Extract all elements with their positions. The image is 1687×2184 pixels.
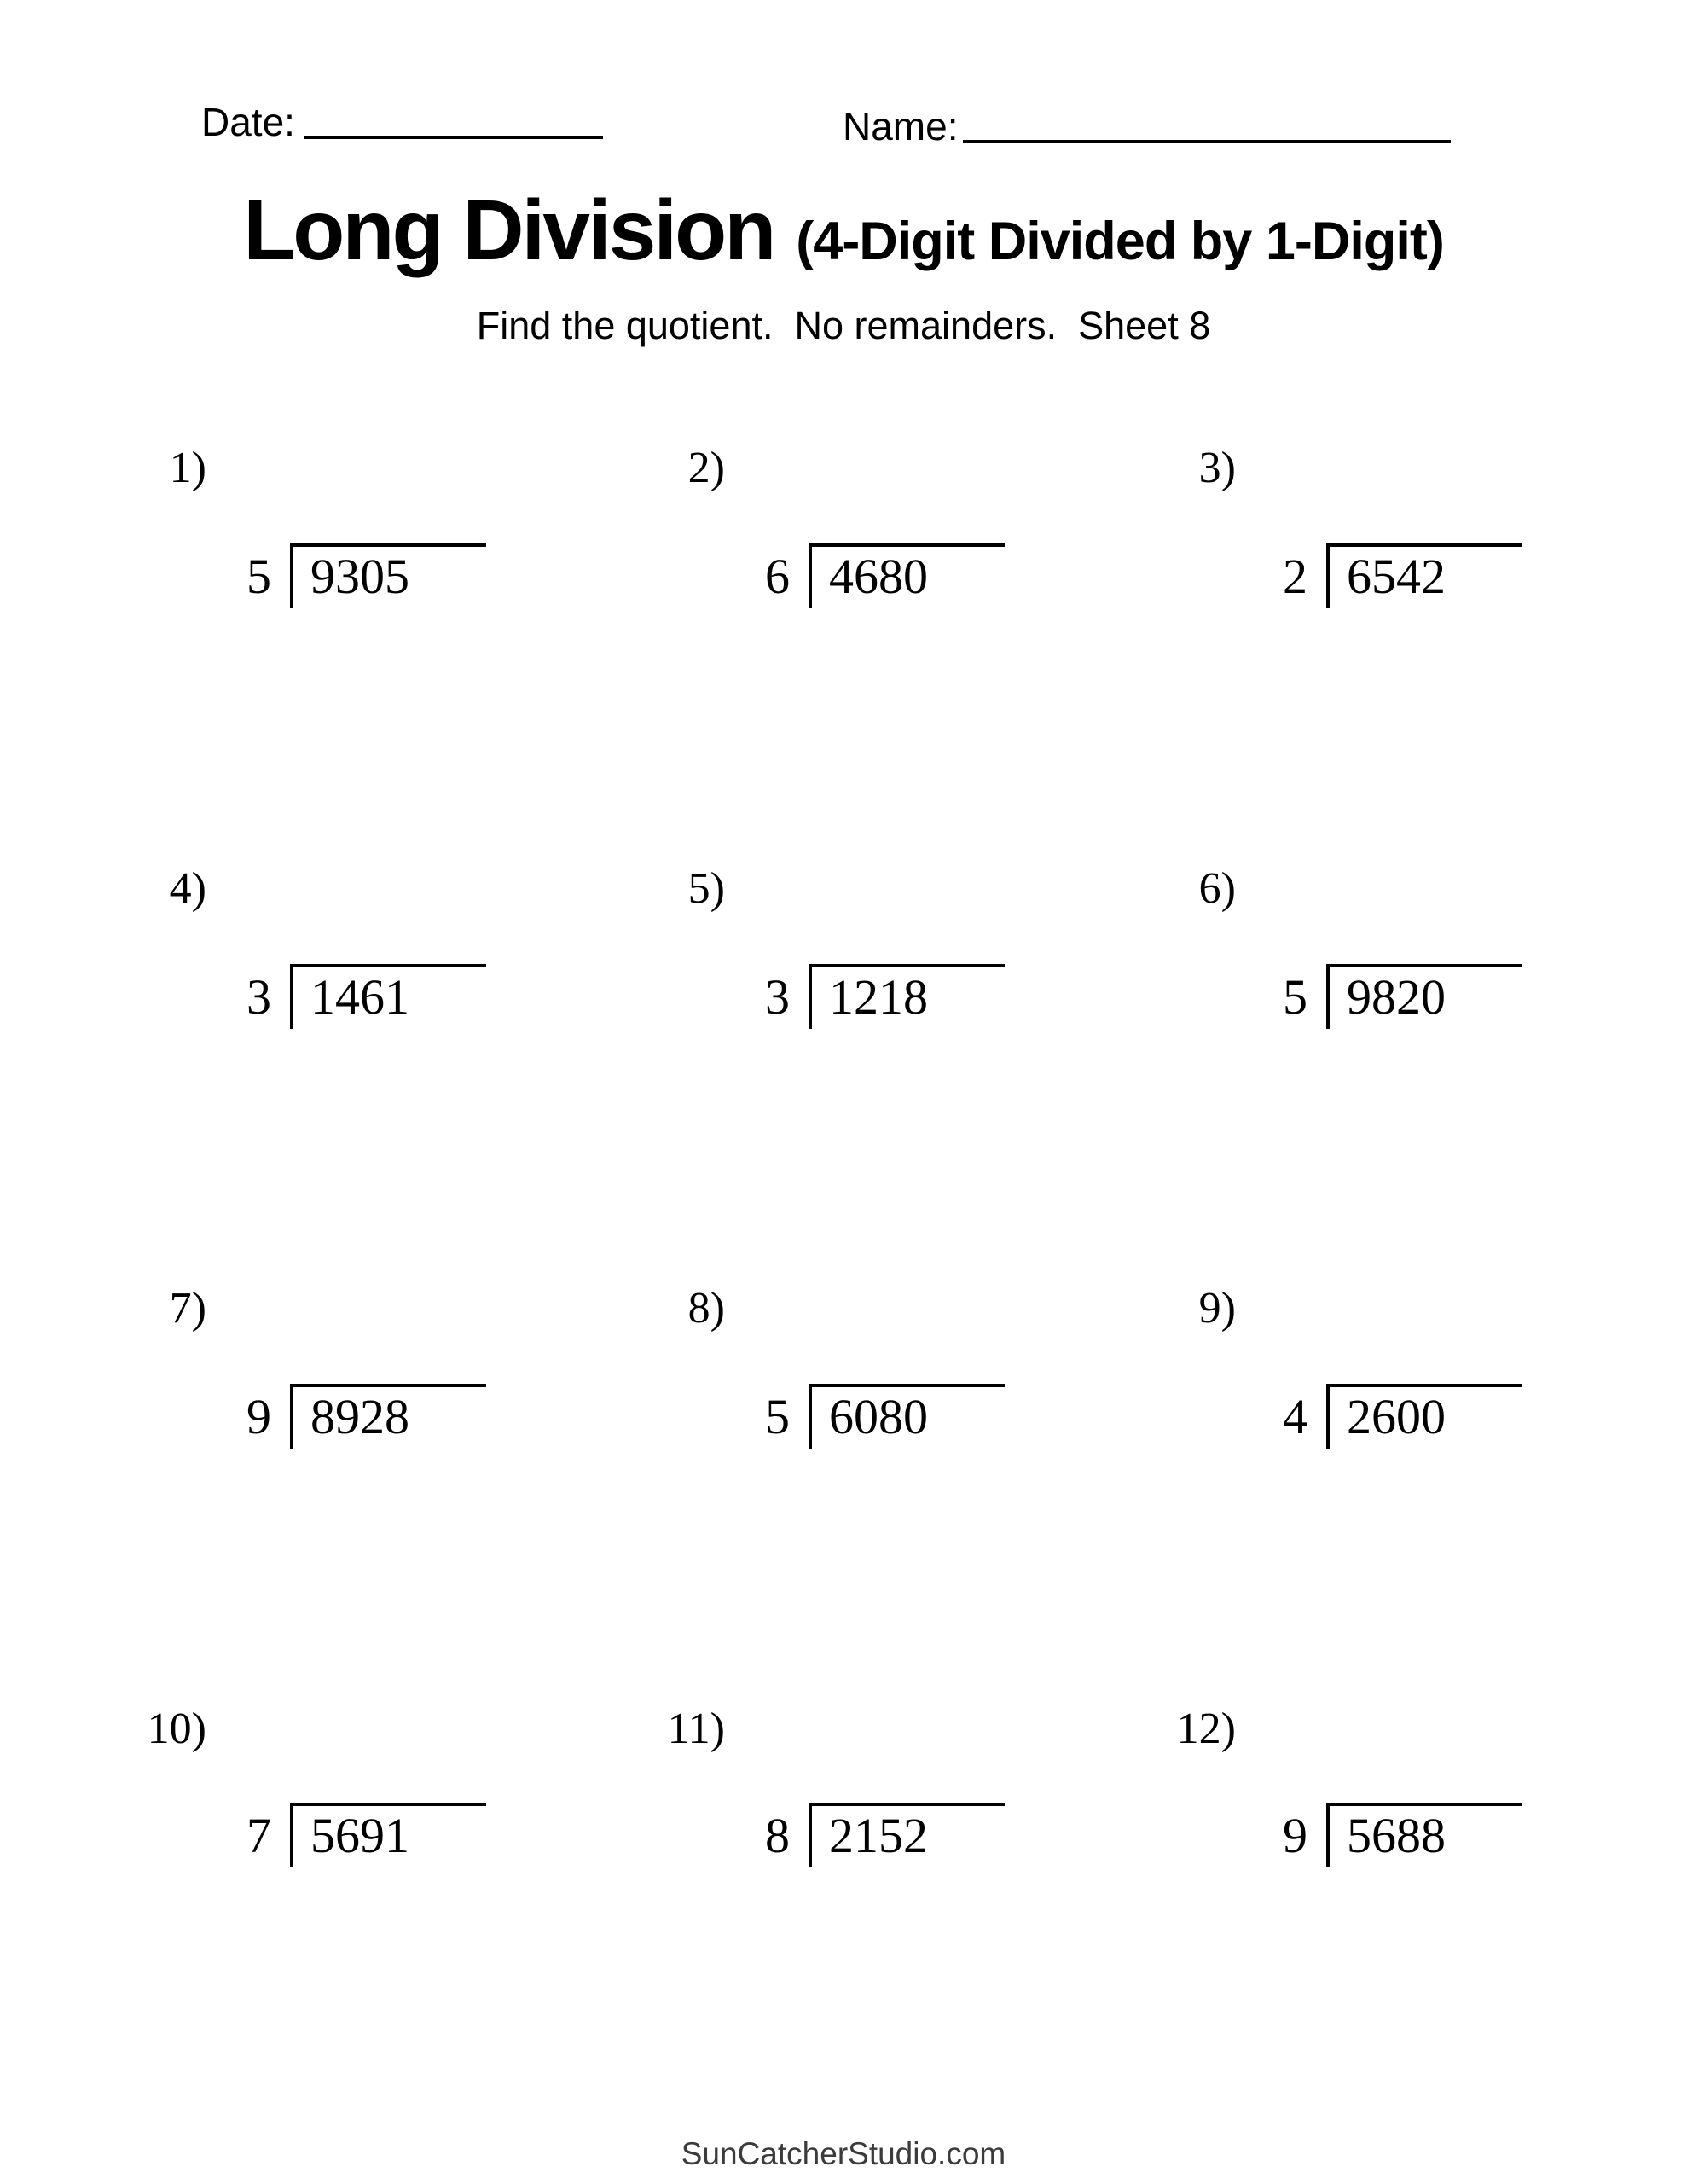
divisor: 5: [765, 1389, 790, 1444]
divisor: 7: [246, 1808, 271, 1863]
problem-number: 1): [169, 444, 206, 492]
problem-number: 8): [687, 1284, 725, 1333]
dividend: 1461: [290, 964, 486, 1029]
problem-number: 10): [147, 1705, 206, 1753]
dividend: 9820: [1326, 964, 1522, 1029]
problem-number: 5): [687, 864, 725, 913]
name-blank-line: [963, 140, 1451, 143]
dividend: 6080: [809, 1384, 1005, 1449]
divisor: 9: [246, 1389, 271, 1444]
division-expression: [222, 1384, 486, 1449]
problem-number: 7): [169, 1284, 206, 1333]
dividend: 4680: [809, 543, 1005, 608]
dividend: 6542: [1326, 543, 1522, 608]
dividend: 5691: [290, 1803, 486, 1867]
dividend: 2600: [1326, 1384, 1522, 1449]
title-main: Long Division: [243, 183, 774, 278]
footer-site: SunCatcherStudio.com: [681, 2136, 1006, 2171]
divisor: 2: [1283, 549, 1307, 604]
page-title: [0, 183, 1687, 278]
divisor: 3: [246, 969, 271, 1025]
divisor: 5: [246, 549, 271, 604]
problem-number: 12): [1176, 1705, 1236, 1753]
name-label: Name:: [843, 104, 959, 148]
division-expression: [740, 1384, 1005, 1449]
date-field: [201, 100, 603, 145]
division-expression: [1258, 964, 1522, 1029]
dividend: 8928: [290, 1384, 486, 1449]
problem-number: 2): [687, 444, 725, 492]
problem-number: 11): [667, 1705, 725, 1753]
division-expression: [740, 543, 1005, 608]
problem-number: 3): [1198, 444, 1236, 492]
division-expression: [222, 964, 486, 1029]
divisor: 8: [765, 1808, 790, 1863]
name-field: [843, 104, 1451, 149]
problem-number: 6): [1198, 864, 1236, 913]
divisor: 6: [765, 549, 790, 604]
dividend: 5688: [1326, 1803, 1522, 1867]
division-expression: [740, 964, 1005, 1029]
division-expression: [222, 1803, 486, 1867]
date-blank-line: [304, 136, 603, 139]
instructions: Find the quotient. No remainders. Sheet 8: [476, 304, 1211, 347]
problem-number: 9): [1198, 1284, 1236, 1333]
dividend: 1218: [809, 964, 1005, 1029]
divisor: 3: [765, 969, 790, 1025]
division-expression: [1258, 543, 1522, 608]
dividend: 9305: [290, 543, 486, 608]
division-expression: [1258, 1803, 1522, 1867]
dividend: 2152: [809, 1803, 1005, 1867]
division-expression: [740, 1803, 1005, 1867]
division-expression: [222, 543, 486, 608]
problem-number: 4): [169, 864, 206, 913]
division-expression: [1258, 1384, 1522, 1449]
date-label: Date:: [201, 100, 295, 144]
title-qualifier: (4-Digit Divided by 1-Digit): [796, 212, 1444, 271]
divisor: 4: [1283, 1389, 1307, 1444]
divisor: 9: [1283, 1808, 1307, 1863]
divisor: 5: [1283, 969, 1307, 1025]
